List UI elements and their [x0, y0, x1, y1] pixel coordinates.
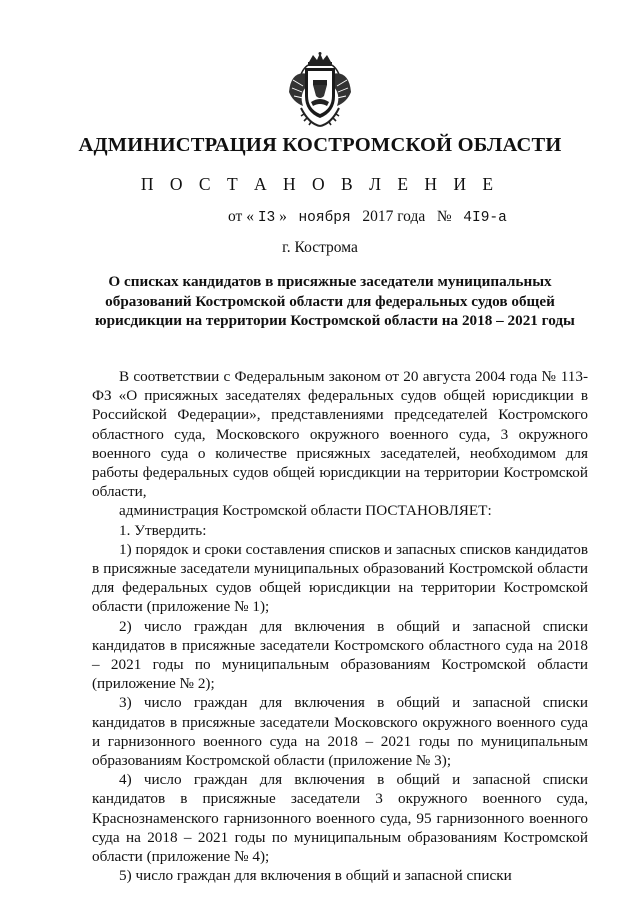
body-paragraph-subitem-3: 3) число граждан для включения в общий и запасной списки кандидатов в присяжные заседатели Московского окружного военного суда и гарнизонного военного суда на 2018 – 2021 годы по муниципальным образованиям Костромской области (приложение № 3);	[92, 694, 588, 770]
coat-of-arms-icon	[287, 52, 353, 128]
body-paragraph-subitem-5: 5) число граждан для включения в общий и запасной списки	[119, 867, 512, 885]
body-paragraph-subitem-2: 2) число граждан для включения в общий и запасной списки кандидатов в присяжные заседатели Костромского областного суда на 2018 – 2021 годы по муниципальным образованиям Костромской области (приложение № 2);	[92, 617, 588, 693]
body-paragraph-subitem-4: 4) число граждан для включения в общий и запасной списки кандидатов в присяжные заседатели 3 окружного военного суда, Краснознаменского гарнизонного военного суда, 95 гарнизонного военного суда на 2018 – 2021 годы по муниципальным образованиям Костромской области (приложение № 4);	[92, 771, 588, 866]
date-number-line	[228, 208, 507, 226]
date-prefix: от «	[228, 208, 254, 225]
subject-line: юрисдикции на территории Костромской области на 2018 – 2021 годы	[95, 312, 575, 329]
date-day: I3	[257, 210, 276, 226]
issuing-authority: АДМИНИСТРАЦИЯ КОСТРОМСКОЙ ОБЛАСТИ	[78, 134, 562, 156]
body-paragraph-item-1: 1. Утвердить:	[119, 521, 207, 539]
city: г. Кострома	[282, 239, 358, 256]
date-year: 2017 года	[362, 208, 426, 225]
document-subject	[95, 272, 575, 331]
document-type: П О С Т А Н О В Л Е Н И Е	[140, 174, 500, 194]
document-number: 4I9-а	[463, 210, 507, 226]
subject-line: образований Костромской области для федеральных судов общей	[105, 292, 555, 310]
body-paragraph-resolves: администрация Костромской области ПОСТАНОВЛЯЕТ:	[119, 502, 492, 520]
number-sign: №	[436, 208, 452, 225]
body-paragraph-preamble: В соответствии с Федеральным законом от 20 августа 2004 года № 113-ФЗ «О присяжных заседателях федеральных судов общей юрисдикции в Российской Федерации», представлениями председателей Костромского областного суда, Московского окружного военного суда, 3 окружного военного суда о количестве присяжных заседателей, необходимом для работы федеральных судов общей юрисдикции на территории Костромской области,	[92, 368, 588, 501]
date-day-close: »	[279, 208, 287, 225]
document-body	[92, 367, 588, 885]
date-month: ноября	[298, 210, 351, 226]
subject-line: О списках кандидатов в присяжные заседатели муниципальных	[108, 273, 552, 290]
body-paragraph-subitem-1: 1) порядок и сроки составления списков и запасных списков кандидатов в присяжные заседатели муниципальных образований Костромской области для федеральных судов общей юрисдикции на территории Костромской области (приложение № 1);	[92, 540, 588, 616]
